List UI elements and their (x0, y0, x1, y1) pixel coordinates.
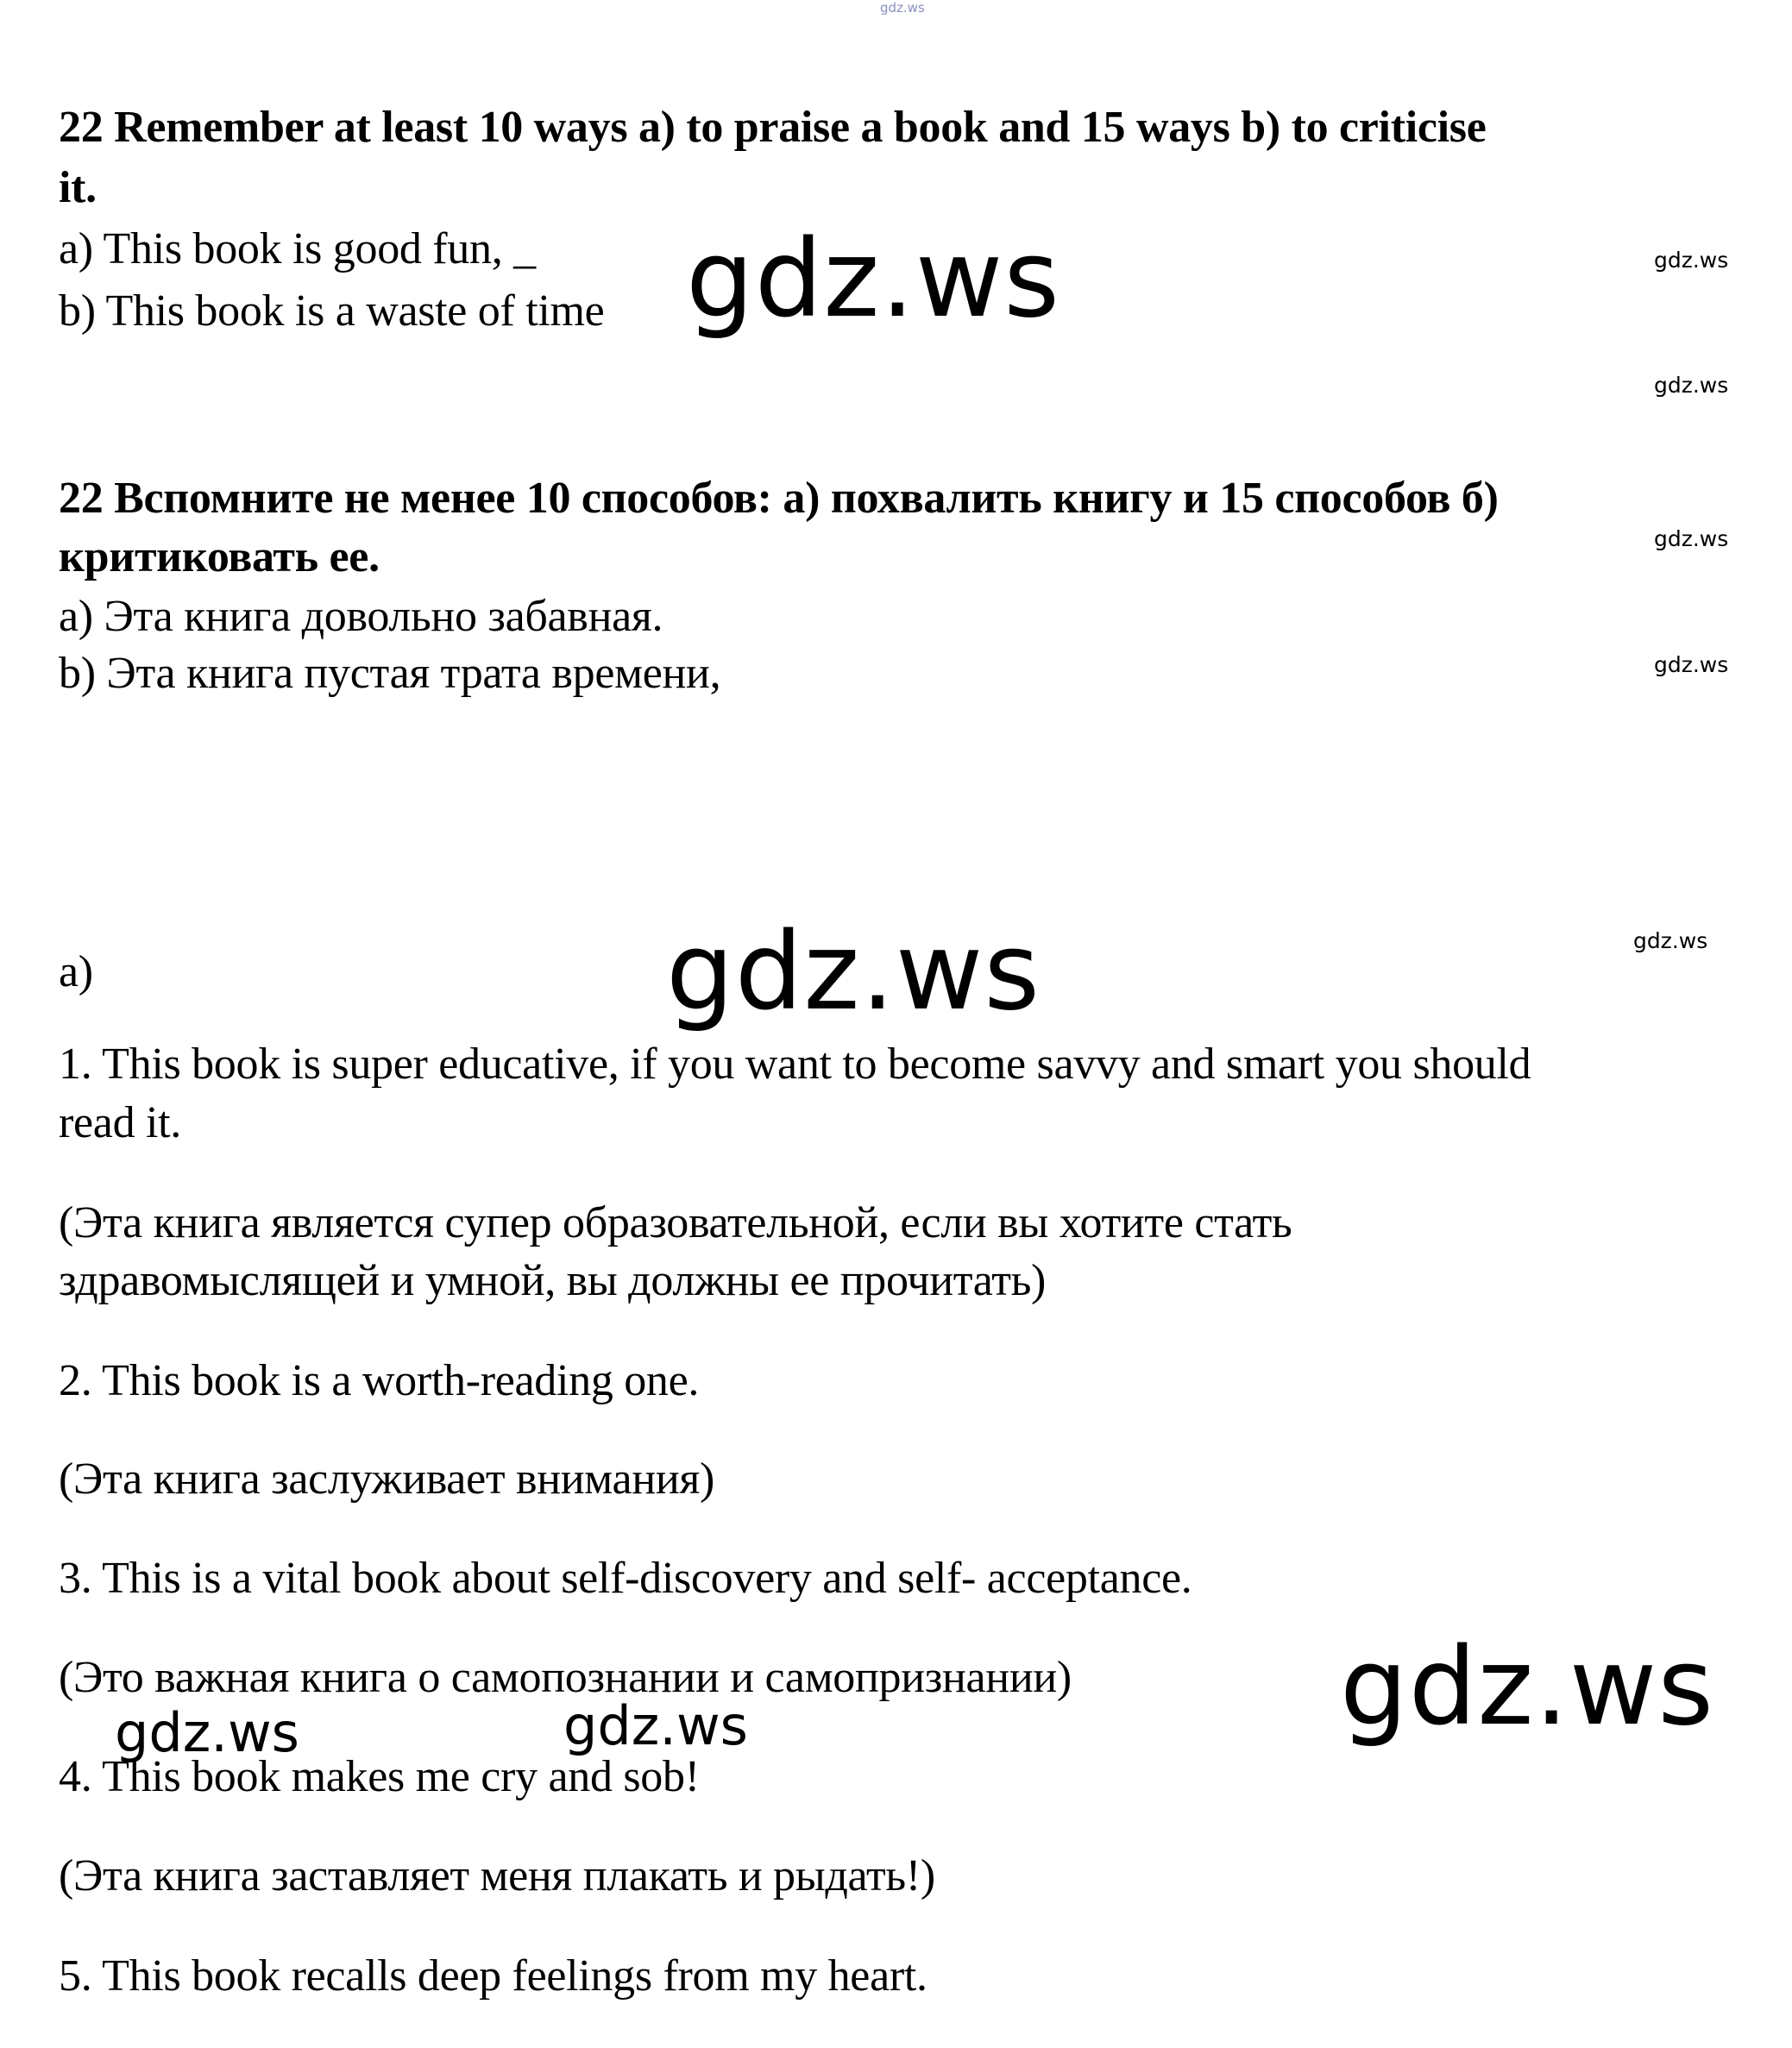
watermark-medium-1: gdz.ws (115, 1701, 299, 1764)
watermark-medium-2: gdz.ws (563, 1694, 748, 1757)
task-item-a-en: a) This book is good fun, _ (59, 224, 536, 273)
answer-item-2-en: 2. This book is a worth-reading one. (59, 1356, 700, 1405)
answer-section-label: a) (59, 947, 93, 996)
answer-item-5-en: 5. This book recalls deep feelings from my heart. (59, 1951, 927, 2001)
task-heading-ru-line1: 22 Вспомните не менее 10 способов: а) похвалить книгу и 15 способов б) (59, 474, 1499, 523)
answer-item-1-en-line2: read it. (59, 1098, 181, 1147)
watermark-small-4: gdz.ws (1654, 652, 1729, 677)
watermark-small-2: gdz.ws (1654, 373, 1729, 398)
answer-item-4-en: 4. This book makes me cry and sob! (59, 1752, 700, 1801)
watermark-large-1: gdz.ws (686, 217, 1060, 342)
answer-item-4-ru: (Эта книга заставляет меня плакать и рыдать!) (59, 1851, 935, 1900)
watermark-top: gdz.ws (880, 0, 925, 16)
task-heading-en-line1: 22 Remember at least 10 ways a) to praise a book and 15 ways b) to criticise (59, 103, 1487, 152)
watermark-large-3: gdz.ws (1340, 1625, 1714, 1750)
answer-item-1-en-line1: 1. This book is super educative, if you want to become savvy and smart you should (59, 1040, 1531, 1089)
task-item-b-ru: b) Эта книга пустая трата времени, (59, 649, 721, 698)
answer-item-3-ru: (Это важная книга о самопознании и самопризнании) (59, 1653, 1072, 1702)
watermark-small-1: gdz.ws (1654, 248, 1729, 273)
answer-item-1-ru-line1: (Эта книга является супер образовательной, если вы хотите стать (59, 1198, 1292, 1247)
task-heading-ru-line2: критиковать ее. (59, 532, 380, 581)
task-heading-en-line2: it. (59, 163, 97, 212)
answer-item-3-en: 3. This is a vital book about self-discovery and self- acceptance. (59, 1554, 1192, 1603)
watermark-large-2: gdz.ws (666, 910, 1041, 1034)
watermark-small-5: gdz.ws (1633, 928, 1708, 953)
answer-item-1-ru-line2: здравомыслящей и умной, вы должны ее прочитать) (59, 1256, 1047, 1305)
task-item-b-en: b) This book is a waste of time (59, 286, 605, 336)
watermark-small-3: gdz.ws (1654, 526, 1729, 551)
task-item-a-ru: а) Эта книга довольно забавная. (59, 592, 663, 641)
answer-item-2-ru: (Эта книга заслуживает внимания) (59, 1454, 715, 1504)
